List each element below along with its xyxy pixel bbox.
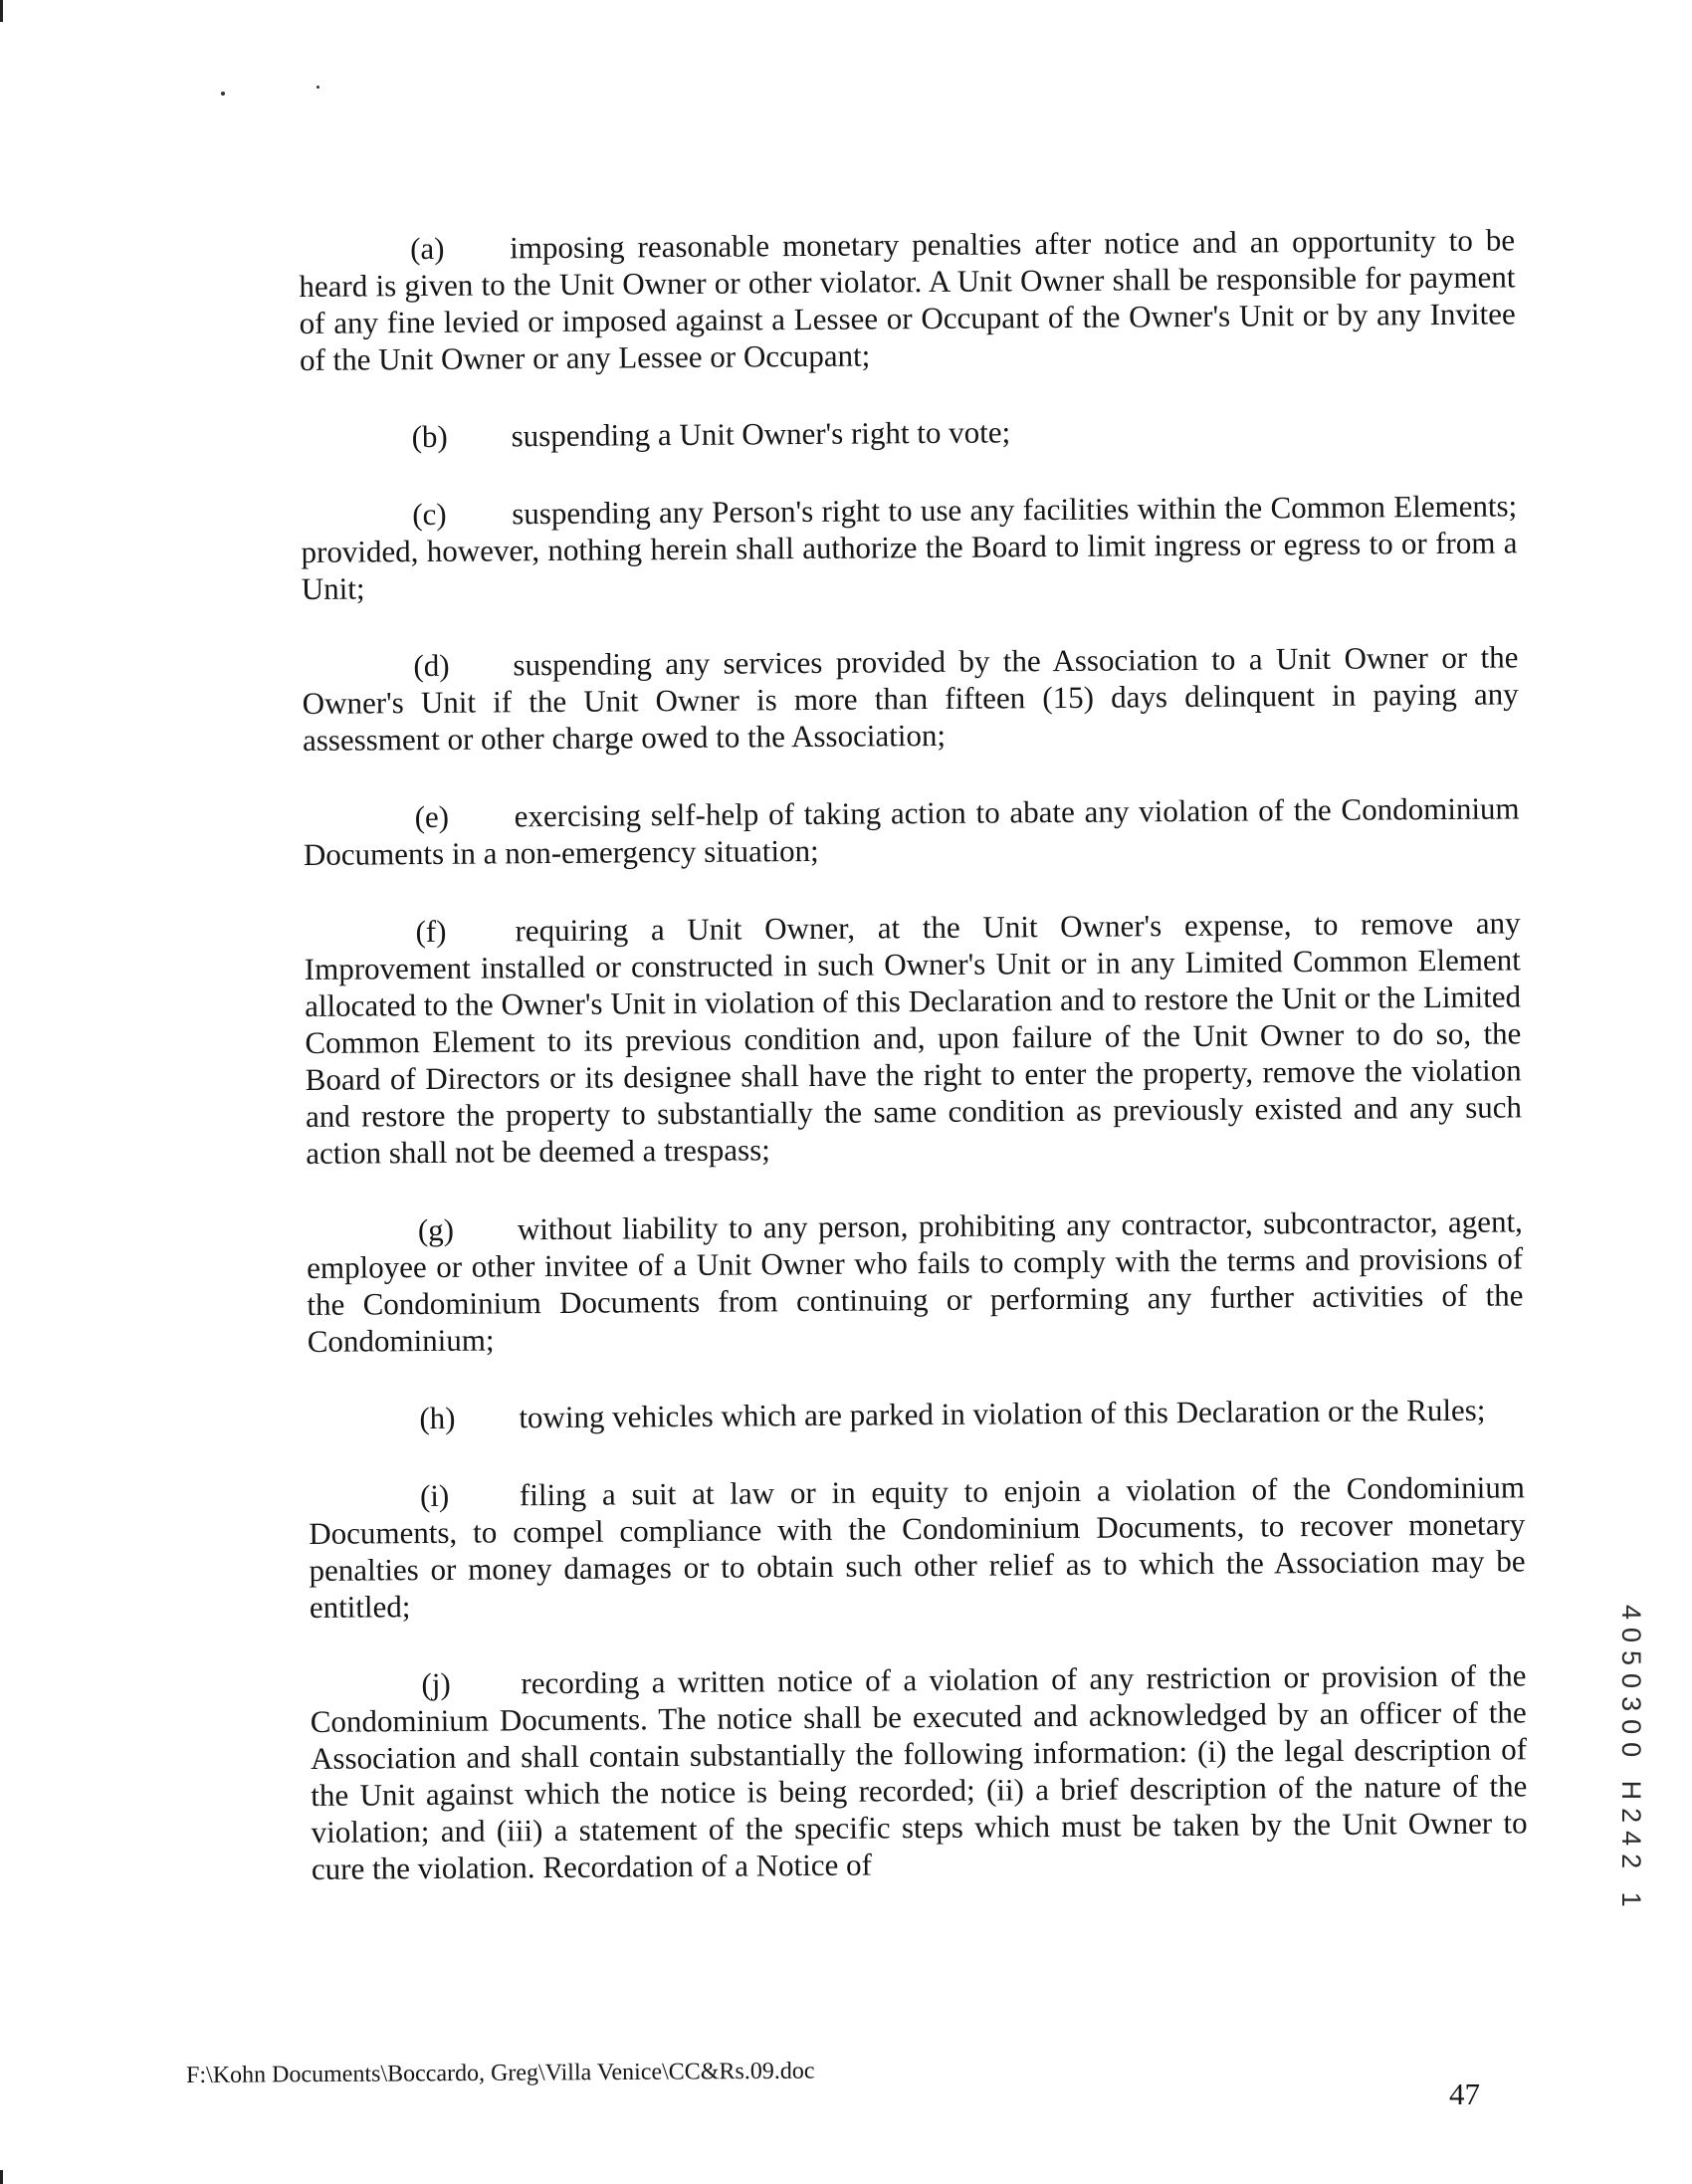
paragraph-label: (j) (421, 1665, 451, 1702)
paragraph-text: recording a written notice of a violation of any restriction or provision of the Condominium Documents. The notice shall be executed and acknowledged by an officer of the Association and shall contain substantially the following information: (i) the legal description of the Unit against which the notice is being recorded; (ii) a brief description of the nature of the violation; and (iii) a statement of the specific steps which must be taken by the Unit Owner to cure the violation. Recordation of a Notice of (310, 1657, 1528, 1886)
paragraph-text: suspending a Unit Owner's right to vote; (511, 414, 1011, 454)
paragraph-d (302, 638, 1519, 759)
paragraph-h (308, 1391, 1524, 1437)
paragraph-f (304, 904, 1522, 1172)
document-body (299, 221, 1528, 1928)
paragraph-a (299, 221, 1516, 378)
paragraph-i (309, 1468, 1526, 1626)
paragraph-text: requiring a Unit Owner, at the Unit Owner's expense, to remove any Improvement installed or constructed in such Owner's Unit or in any Limited Common Element allocated to the Owner's Unit in violation of this Declaration and to restore the Unit or the Limited Common Element to its previous condition and, upon failure of the Unit Owner to do so, the Board of Directors or its designee shall have the right to enter the property, remove the violation and restore the property to substantially the same condition as previously existed and any such action shall not be deemed a trespass; (304, 905, 1523, 1171)
paragraph-text: suspending any Person's right to use any facilities within the Common Elements; provided, however, nothing herein shall authorize the Board to limit ingress or egress to or from a Unit; (301, 488, 1518, 606)
paragraph-text: without liability to any person, prohibiting any contractor, subcontractor, agent, employee or other invitee of a Unit Owner who fails to comply with the terms and provisions of the Condominium Documents from continuing or performing any further activities of the Condominium; (307, 1203, 1524, 1359)
paragraph-c (301, 487, 1518, 607)
scan-edge-mark (0, 0, 3, 22)
paragraph-g (307, 1202, 1524, 1360)
paragraph-e (303, 789, 1520, 873)
footer-file-path: F:\Kohn Documents\Boccardo, Greg\Villa Venice\CC&Rs.09.doc (186, 2058, 815, 2088)
paragraph-label: (h) (419, 1400, 456, 1436)
paragraph-text: exercising self-help of taking action to abate any violation of the Condominium Documents in a non-emergency situation; (303, 790, 1520, 872)
paragraph-b (300, 409, 1516, 456)
paragraph-label: (e) (414, 798, 450, 835)
paragraph-label: (i) (419, 1477, 450, 1514)
paragraph-j (310, 1656, 1528, 1887)
page-number: 47 (1449, 2076, 1480, 2111)
paragraph-text: imposing reasonable monetary penalties after notice and an opportunity to be heard is given to the Unit Owner or other violator. A Unit Owner shall be responsible for payment of any fine levied or imposed against a Lessee or Occupant of the Owner's Unit or by any Invitee of the Unit Owner or any Lessee or Occupant; (299, 222, 1516, 377)
scan-speck (317, 86, 319, 89)
paragraph-label: (d) (413, 647, 450, 684)
paragraph-text: suspending any services provided by the Association to a Unit Owner or the Owner's Unit if the Unit Owner is more than fifteen (15) days delinquent in paying any assessment or other charge owed to the Association; (302, 639, 1519, 758)
scan-speck (221, 92, 225, 96)
paragraph-label: (b) (411, 418, 448, 455)
paragraph-label: (f) (415, 913, 447, 950)
paragraph-label: (a) (410, 230, 445, 267)
paragraph-text: filing a suit at law or in equity to enjoin a violation of the Condominium Documents, to compel compliance with the Condominium Documents, to recover monetary penalties or money damages or to obtain such other relief as to which the Association may be entitled; (309, 1469, 1526, 1625)
paragraph-label: (g) (417, 1211, 455, 1248)
paragraph-label: (c) (412, 496, 447, 533)
paragraph-text: towing vehicles which are parked in violation of this Declaration or the Rules; (519, 1392, 1486, 1435)
scan-edge-mark (0, 2170, 3, 2184)
recording-stamp: 4050300 H242 1 (1616, 1605, 1646, 1915)
